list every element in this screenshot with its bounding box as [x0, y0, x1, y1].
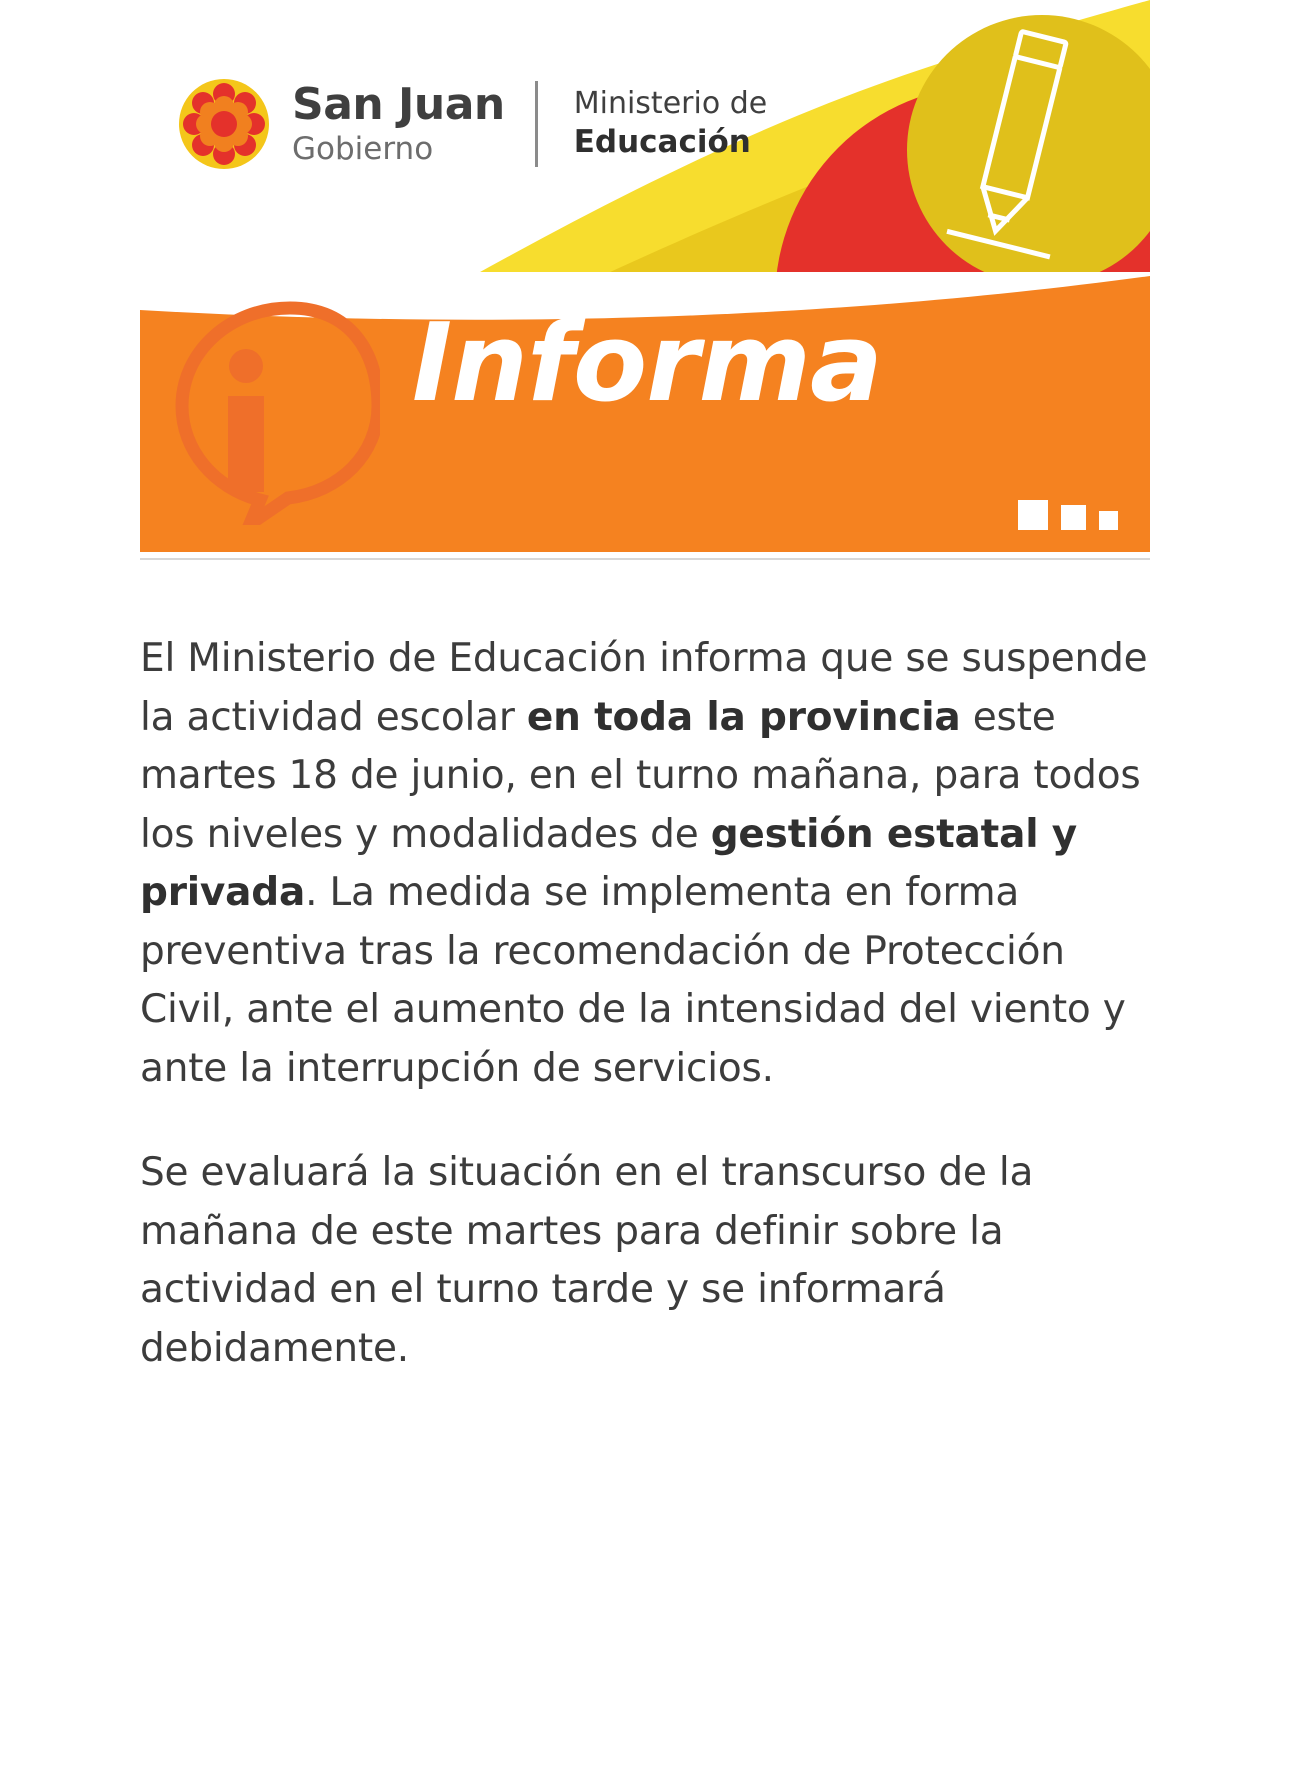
square-medium: [1061, 505, 1086, 530]
decorative-squares: [1018, 500, 1118, 530]
info-speech-bubble-icon: [170, 300, 380, 525]
paragraph-2: Se evaluará la situación en el transcurso de la mañana de este martes para definir sobre la actividad en el turno tarde y se informará debidamente.: [140, 1150, 1034, 1371]
paragraph-1-part-2: este martes 18 de junio, en el turno mañana, para todos los niveles y modalidades de: [140, 694, 1141, 857]
ministry-line-1: Ministerio de: [573, 85, 768, 121]
header-banner: [140, 0, 1150, 560]
article-body: [140, 560, 1150, 1378]
san-juan-wordmark: [292, 79, 505, 167]
paragraph-1: [140, 630, 1150, 1098]
brand-lockup: [178, 78, 767, 170]
header-divider: [140, 558, 1150, 560]
paragraph-1-part-3: . La medida se implementa en forma preventiva tras la recomendación de Protección Civil, ante el aumento de la intensidad del viento y ante la interrupción de servicios.: [140, 870, 1126, 1091]
brand-divider: [535, 81, 538, 167]
square-large: [1018, 500, 1048, 530]
logo-line-2: Gobierno: [292, 131, 434, 167]
paragraph-1-part-1: El Ministerio de Educación informa que se suspende la actividad escolar: [140, 636, 1148, 740]
logo-line-1: San Juan: [292, 79, 505, 130]
paragraph-1-bold-2: gestión estatal y privada: [140, 811, 1077, 915]
square-small: [1099, 511, 1118, 530]
ministry-wordmark: [574, 87, 767, 161]
informa-title: Informa: [412, 301, 882, 426]
ministry-line-2: Educación: [573, 124, 751, 161]
paragraph-1-bold-1: en toda la provincia: [526, 694, 961, 740]
informa-banner: [140, 272, 1150, 552]
san-juan-flower-icon: [178, 78, 270, 170]
